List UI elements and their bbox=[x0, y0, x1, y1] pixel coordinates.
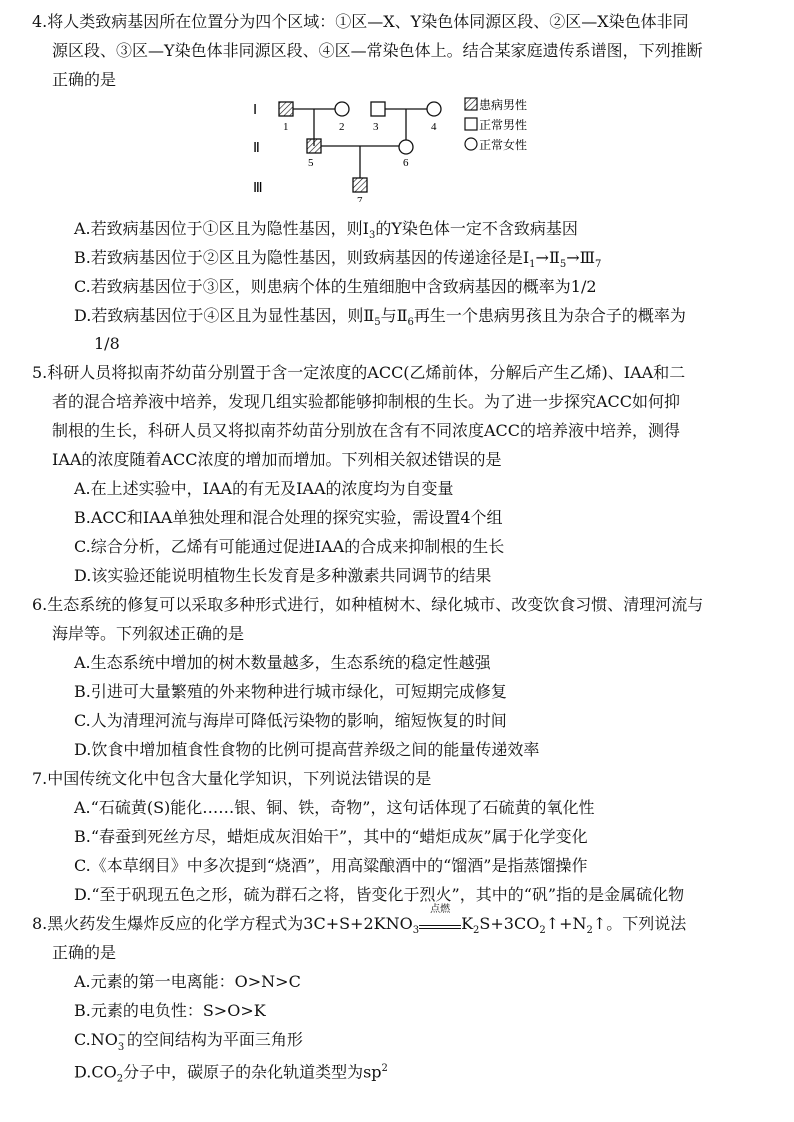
individual-label-6: 6 bbox=[403, 157, 409, 169]
legend-normal-female-icon bbox=[465, 138, 477, 150]
individual-label-7: 7 bbox=[357, 195, 363, 202]
individual-4-normal-female bbox=[427, 102, 441, 116]
q7-option-a: A.“石硫黄(S)能化……银、铜、铁，奇物”，这句话体现了石硫黄的氧化性 bbox=[74, 798, 595, 817]
q4-option-d-cont: 1/8 bbox=[94, 334, 120, 353]
q5-option-d: D.该实验还能说明植物生长发育是多种激素共同调节的结果 bbox=[74, 566, 492, 585]
legend-affected-male-icon bbox=[465, 98, 477, 110]
individual-3-normal-male bbox=[371, 102, 385, 116]
q5-stem-line4: IAA的浓度随着ACC浓度的增加而增加。下列相关叙述错误的是 bbox=[52, 450, 502, 469]
q8-option-a: A.元素的第一电离能：O>N>C bbox=[74, 972, 301, 991]
q8-stem-line2: 正确的是 bbox=[52, 943, 117, 962]
q8-option-b: B.元素的电负性：S>O>K bbox=[74, 1001, 266, 1020]
legend-normal-male: 正常男性 bbox=[479, 118, 528, 132]
q6-stem-line1: 6.生态系统的修复可以采取多种形式进行，如种植树木、绿化城市、改变饮食习惯、清理河流与 bbox=[32, 595, 704, 614]
individual-label-3: 3 bbox=[373, 121, 379, 133]
q5-option-b: B.ACC和IAA单独处理和混合处理的探究实验，需设置4个组 bbox=[74, 508, 503, 527]
q7-option-d: D.“至于矾现五色之形，硫为群石之将，皆变化于烈火”，其中的“矾”指的是金属硫化物 bbox=[74, 885, 685, 904]
individual-label-4: 4 bbox=[431, 121, 437, 133]
q6-option-a: A.生态系统中增加的树木数量越多，生态系统的稳定性越强 bbox=[74, 653, 491, 672]
q5-option-a: A.在上述实验中，IAA的有无及IAA的浓度均为自变量 bbox=[74, 479, 454, 498]
pedigree-diagram bbox=[245, 92, 545, 206]
individual-1-affected-male bbox=[279, 102, 293, 116]
generation-label-2: Ⅱ bbox=[253, 141, 260, 156]
q4-stem-line2: 源区段、③区—Y染色体非同源区段、④区—常染色体上。结合某家庭遗传系谱图，下列推断 bbox=[52, 41, 703, 60]
individual-label-2: 2 bbox=[339, 121, 345, 133]
q5-stem-line1: 5.科研人员将拟南芥幼苗分别置于含一定浓度的ACC(乙烯前体，分解后产生乙烯)、IAA和二 bbox=[32, 363, 686, 382]
q4-option-a: A.若致病基因位于①区且为隐性基因，则$Ⅰ_3$的Y染色体一定不含致病基因 bbox=[74, 219, 578, 242]
individual-2-normal-female bbox=[335, 102, 349, 116]
individual-label-1: 1 bbox=[283, 121, 289, 133]
individual-6-normal-female bbox=[399, 140, 413, 154]
q8-option-d: $D.CO_2$分子中，碳原子的杂化轨道类型为$sp^2$ bbox=[74, 1062, 388, 1085]
legend-normal-male-icon bbox=[465, 118, 477, 130]
reaction-condition: 点燃 bbox=[419, 915, 461, 929]
q7-stem-line1: 7.中国传统文化中包含大量化学知识，下列说法错误的是 bbox=[32, 769, 432, 788]
individual-7-affected-male bbox=[353, 178, 367, 192]
q6-stem-line2: 海岸等。下列叙述正确的是 bbox=[52, 624, 245, 643]
q5-stem-line3: 制根的生长，科研人员又将拟南芥幼苗分别放在含有不同浓度ACC的培养液中培养，测得 bbox=[52, 421, 681, 440]
q4-option-d: D.若致病基因位于④区且为显性基因，则$Ⅱ_5$与$Ⅱ_6$再生一个患病男孩且为杂合子的概率为 bbox=[74, 306, 686, 329]
q7-option-c: C.《本草纲目》中多次提到“烧酒”，用高粱酿酒中的“馏酒”是指蒸馏操作 bbox=[74, 856, 588, 875]
q6-option-d: D.饮食中增加植食性食物的比例可提高营养级之间的能量传递效率 bbox=[74, 740, 540, 759]
generation-label-1: Ⅰ bbox=[253, 103, 258, 118]
individual-label-5: 5 bbox=[308, 157, 314, 169]
q5-option-c: C.综合分析，乙烯有可能通过促进IAA的合成来抑制根的生长 bbox=[74, 537, 505, 556]
q8-option-c: C.NO − 3 的空间结构为平面三角形 bbox=[74, 1030, 303, 1053]
q6-option-b: B.引进可大量繁殖的外来物种进行城市绿化，可短期完成修复 bbox=[74, 682, 507, 701]
q5-stem-line2: 者的混合培养液中培养，发现几组实验都能够抑制根的生长。为了进一步探究ACC如何抑 bbox=[52, 392, 681, 411]
q7-option-b: B.“春蚕到死丝方尽，蜡炬成灰泪始干”，其中的“蜡炬成灰”属于化学变化 bbox=[74, 827, 588, 846]
q4-option-c: C.若致病基因位于③区，则患病个体的生殖细胞中含致病基因的概率为1/2 bbox=[74, 277, 597, 296]
q8-stem-line1: 8.黑火药发生爆炸反应的化学方程式为$3C+S+2KNO_3$ 点燃 $K_2S+3CO_2↑+N_2↑$。下列说法 bbox=[32, 904, 687, 937]
individual-5-affected-male bbox=[307, 139, 321, 153]
q4-option-b: B.若致病基因位于②区且为隐性基因，则致病基因的传递途径是$Ⅰ_1\to Ⅱ_5\to Ⅲ_7$ bbox=[74, 248, 602, 271]
legend-affected-male: 患病男性 bbox=[479, 98, 528, 112]
q4-stem-line1: 4.将人类致病基因所在位置分为四个区域：①区—X、Y染色体同源区段、②区—X染色体非同 bbox=[32, 12, 689, 31]
q4-stem-line3: 正确的是 bbox=[52, 70, 117, 89]
generation-label-3: Ⅲ bbox=[253, 181, 263, 196]
q6-option-c: C.人为清理河流与海岸可降低污染物的影响，缩短恢复的时间 bbox=[74, 711, 507, 730]
legend-normal-female: 正常女性 bbox=[479, 138, 528, 152]
